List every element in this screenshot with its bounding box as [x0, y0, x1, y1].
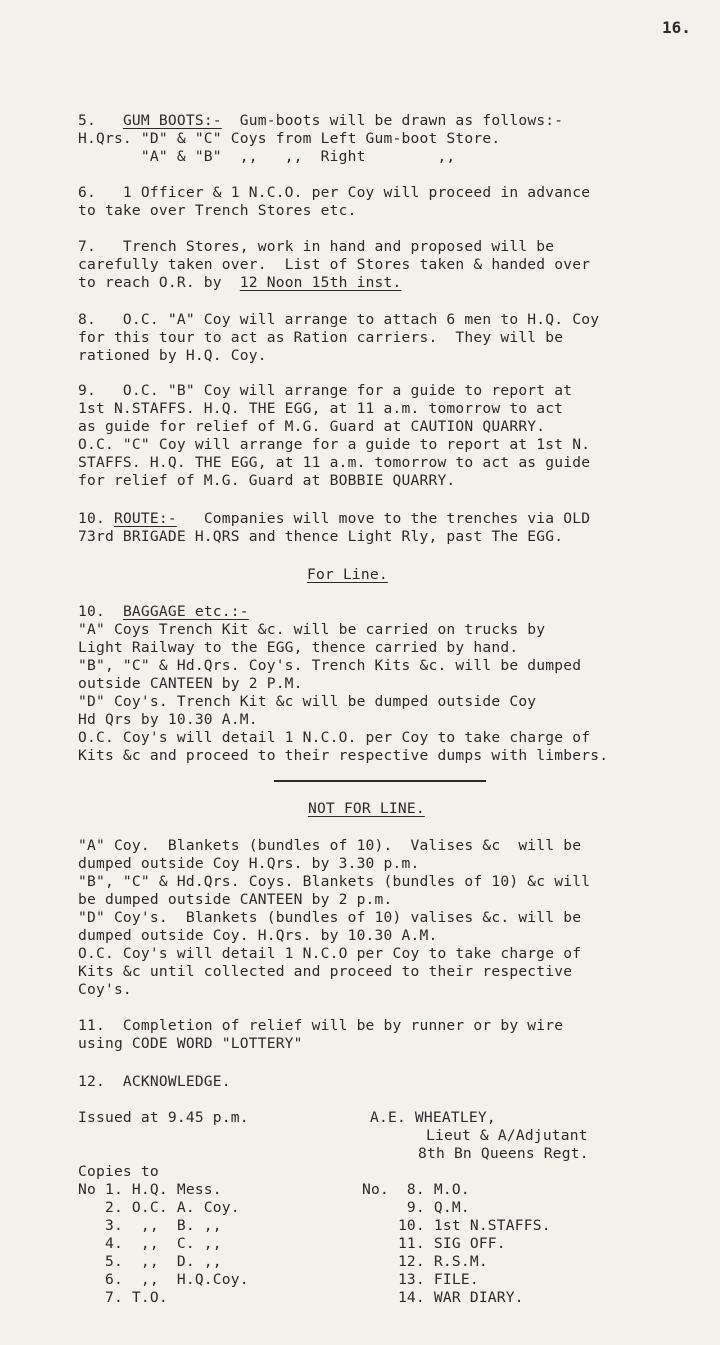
text-line: 1st N.STAFFS. H.Q. THE EGG, at 11 a.m. tomorrow to act [78, 400, 564, 417]
text-line: 10. ROUTE:- Companies will move to the trenches via OLD [78, 510, 591, 527]
text-line: for relief of M.G. Guard at BOBBIE QUARRY. [78, 472, 456, 489]
text-line: 11. SIG OFF. [362, 1235, 506, 1252]
text-line: 8th Bn Queens Regt. [418, 1145, 589, 1162]
text-line: using CODE WORD "LOTTERY" [78, 1035, 303, 1052]
underlined-heading: BAGGAGE etc.:- [122, 603, 249, 620]
underlined-heading: NOT FOR LINE. [308, 800, 425, 817]
text-line: carefully taken over. List of Stores taken & handed over [78, 256, 591, 273]
text-line: 11. Completion of relief will be by runner or by wire [78, 1017, 564, 1034]
text-line: Issued at 9.45 p.m. [78, 1109, 249, 1126]
text-line: STAFFS. H.Q. THE EGG, at 11 a.m. tomorrow to act as guide [78, 454, 591, 471]
text-line: 9. O.C. "B" Coy will arrange for a guide to report at [78, 382, 573, 399]
underlined-heading: ROUTE:- [113, 510, 177, 527]
underlined-heading: For Line. [307, 566, 388, 583]
text-line: 12. ACKNOWLEDGE. [78, 1073, 231, 1090]
text-line: 2. O.C. A. Coy. [78, 1199, 240, 1216]
section-divider [274, 780, 486, 782]
text-line [307, 566, 388, 584]
text-line: No 1. H.Q. Mess. [78, 1181, 222, 1198]
text-line: 9. Q.M. [362, 1199, 470, 1216]
text-line: to take over Trench Stores etc. [78, 202, 357, 219]
underlined-heading: 12 Noon 15th inst. [239, 274, 402, 291]
text-line: Light Railway to the EGG, thence carried by hand. [78, 639, 519, 656]
text-line: 13. FILE. [362, 1271, 479, 1288]
text-line: 6. 1 Officer & 1 N.C.O. per Coy will proceed in advance [78, 184, 591, 201]
text-line: for this tour to act as Ration carriers. They will be [78, 329, 564, 346]
text-line: A.E. WHEATLEY, [370, 1109, 496, 1126]
text-line: O.C. Coy's will detail 1 N.C.O per Coy to take charge of [78, 945, 582, 962]
text-line: 6. ,, H.Q.Coy. [78, 1271, 249, 1288]
text-line: rationed by H.Q. Coy. [78, 347, 267, 364]
text-line: Kits &c until collected and proceed to their respective [78, 963, 573, 980]
text-line: 7. T.O. [78, 1289, 168, 1306]
text-line: 10. 1st N.STAFFS. [362, 1217, 551, 1234]
text-line: outside CANTEEN by 2 P.M. [78, 675, 303, 692]
text-line: 8. O.C. "A" Coy will arrange to attach 6 men to H.Q. Coy [78, 311, 600, 328]
text-line: Hd Qrs by 10.30 A.M. [78, 711, 258, 728]
text-line: "D" Coy's. Trench Kit &c will be dumped outside Coy [78, 693, 537, 710]
text-line: 73rd BRIGADE H.QRS and thence Light Rly, past The EGG. [78, 528, 564, 545]
text-line: "A" & "B" ,, ,, Right ,, [78, 148, 456, 165]
text-line: O.C. "C" Coy will arrange for a guide to report at 1st N. [78, 436, 591, 453]
page-number: 16. [662, 18, 691, 37]
text-line: "A" Coy. Blankets (bundles of 10). Valises &c will be [78, 837, 582, 854]
text-line: be dumped outside CANTEEN by 2 p.m. [78, 891, 393, 908]
text-line: "A" Coys Trench Kit &c. will be carried on trucks by [78, 621, 546, 638]
text-line: "B", "C" & Hd.Qrs. Coys. Blankets (bundles of 10) &c will [78, 873, 591, 890]
text-line: Copies to [78, 1163, 159, 1180]
text-line: No. 8. M.O. [362, 1181, 470, 1198]
underlined-heading: GUM BOOTS:- [122, 112, 222, 129]
text-line [308, 800, 425, 818]
text-line: dumped outside Coy H.Qrs. by 3.30 p.m. [78, 855, 420, 872]
text-line: Kits &c and proceed to their respective dumps with limbers. [78, 747, 609, 764]
text-line: as guide for relief of M.G. Guard at CAUTION QUARRY. [78, 418, 546, 435]
text-line: to reach O.R. by 12 Noon 15th inst. [78, 274, 402, 291]
text-line: 14. WAR DIARY. [362, 1289, 524, 1306]
text-line: 10. BAGGAGE etc.:- [78, 603, 249, 620]
text-line: Coy's. [78, 981, 132, 998]
text-line: 5. GUM BOOTS:- Gum-boots will be drawn as follows:- [78, 112, 564, 129]
text-line: 4. ,, C. ,, [78, 1235, 222, 1252]
text-line: 5. ,, D. ,, [78, 1253, 222, 1270]
text-line: 7. Trench Stores, work in hand and proposed will be [78, 238, 555, 255]
text-line: 12. R.S.M. [362, 1253, 488, 1270]
text-line: H.Qrs. "D" & "C" Coys from Left Gum-boot Store. [78, 130, 501, 147]
text-line: "D" Coy's. Blankets (bundles of 10) valises &c. will be [78, 909, 582, 926]
text-line: "B", "C" & Hd.Qrs. Coy's. Trench Kits &c. will be dumped [78, 657, 582, 674]
text-line: O.C. Coy's will detail 1 N.C.O. per Coy to take charge of [78, 729, 591, 746]
text-line: dumped outside Coy. H.Qrs. by 10.30 A.M. [78, 927, 438, 944]
text-line: 3. ,, B. ,, [78, 1217, 222, 1234]
text-line: Lieut & A/Adjutant [426, 1127, 588, 1144]
